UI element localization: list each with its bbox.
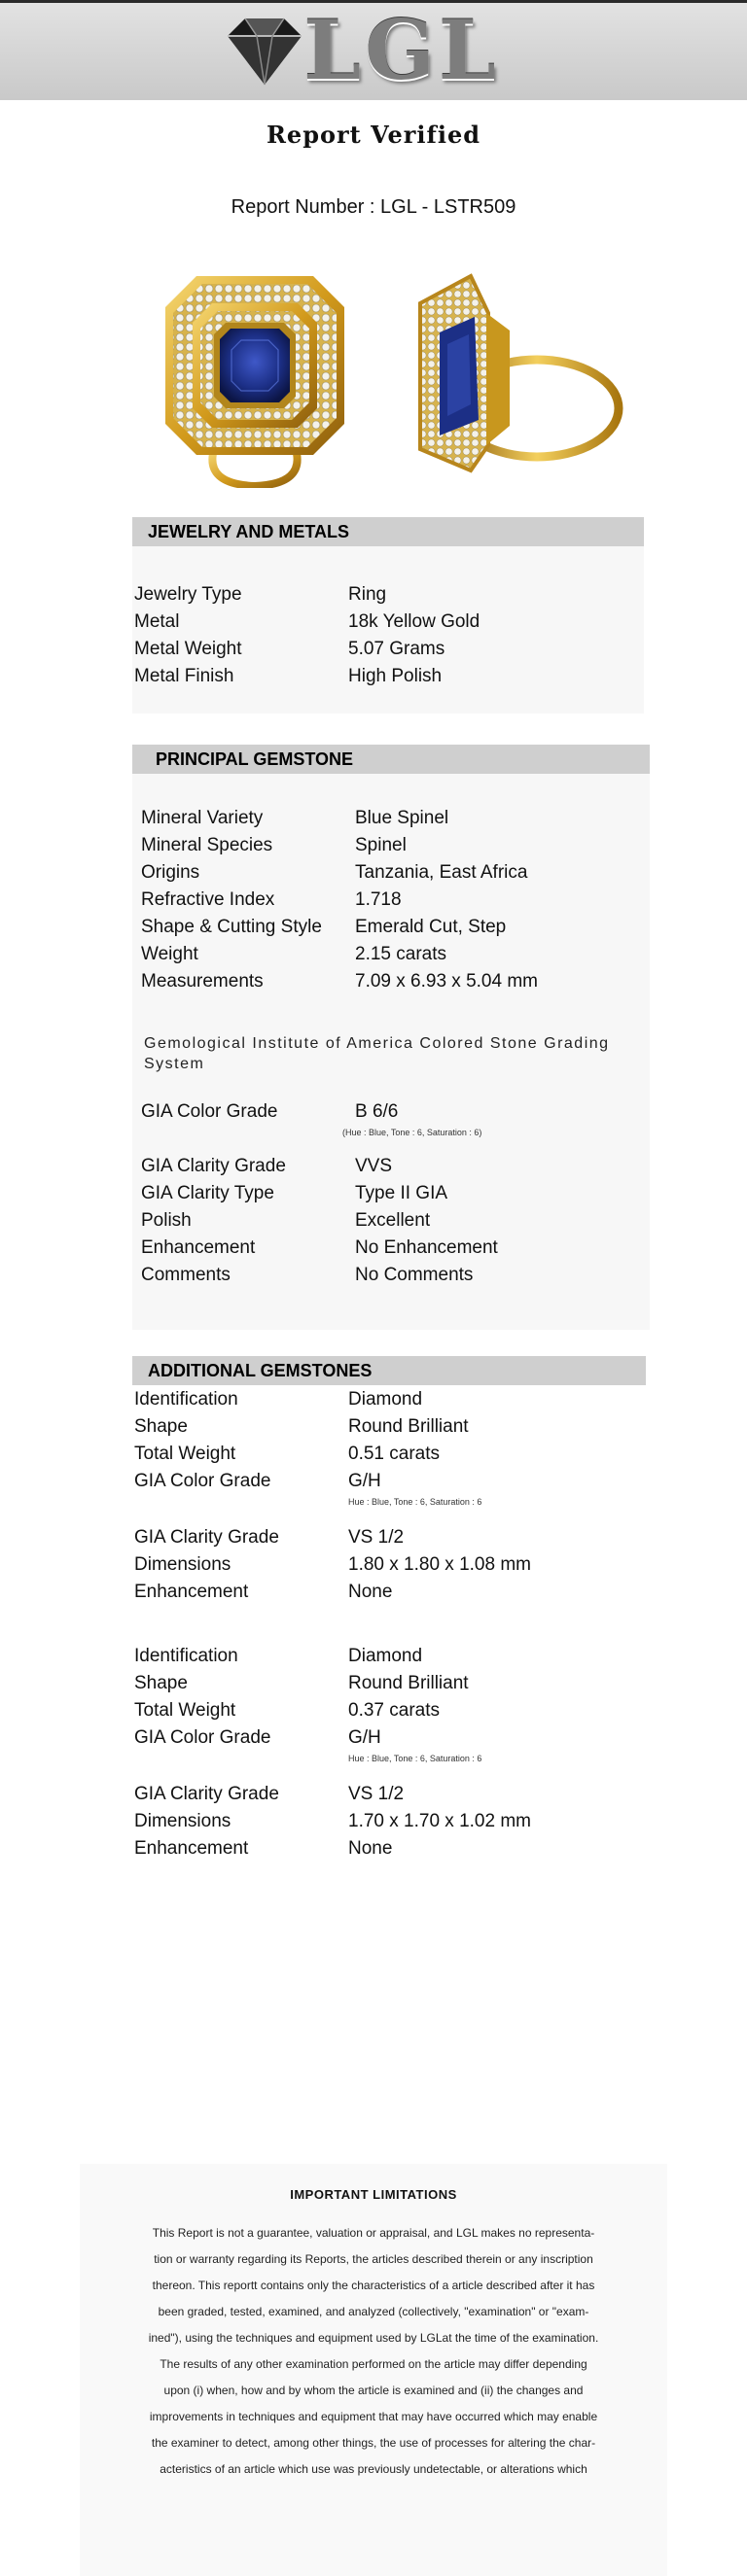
detail-label: Measurements — [141, 971, 264, 992]
section-header-principal: PRINCIPAL GEMSTONE — [132, 745, 650, 774]
detail-row — [134, 581, 480, 609]
detail-label: Shape & Cutting Style — [141, 917, 322, 937]
detail-label: Metal Finish — [134, 666, 234, 686]
detail-value: Emerald Cut, Step — [355, 917, 507, 937]
detail-label: Total Weight — [134, 1444, 236, 1464]
detail-row — [134, 663, 480, 690]
detail-row — [134, 1386, 469, 1413]
limitations-line: This Report is not a guarantee, valuation or appraisal, and LGL makes no representa- — [152, 2226, 595, 2240]
detail-value: 1.718 — [355, 889, 402, 910]
detail-label: GIA Color Grade — [141, 1101, 278, 1122]
ring-side-photo — [401, 255, 634, 488]
detail-label: Identification — [134, 1646, 238, 1666]
detail-row — [134, 1468, 469, 1495]
detail-label: GIA Color Grade — [134, 1727, 271, 1748]
detail-value: VS 1/2 — [348, 1784, 405, 1804]
detail-value: Excellent — [355, 1210, 431, 1231]
ring-front-photo — [146, 255, 364, 488]
detail-label: Jewelry Type — [134, 584, 242, 605]
detail-value: Spinel — [355, 835, 407, 855]
detail-label: Metal Weight — [134, 639, 242, 659]
detail-value: Round Brilliant — [348, 1673, 469, 1693]
brand-logo-text: LGL — [303, 2, 500, 98]
additional-stone-1 — [134, 1386, 469, 1495]
detail-row — [141, 1098, 398, 1126]
color-grade-note: (Hue : Blue, Tone : 6, Saturation : 6) — [342, 1128, 482, 1137]
limitations-line: thereon. This reportt contains only the characteristics of a article described after it has — [152, 2279, 595, 2292]
detail-row — [141, 859, 538, 887]
detail-row — [134, 1643, 469, 1670]
detail-label: Refractive Index — [141, 889, 275, 910]
detail-label: Enhancement — [141, 1237, 256, 1258]
page-title: Report Verified — [266, 121, 481, 149]
detail-row — [134, 1781, 531, 1808]
limitations-line: upon (i) when, how and by whom the article is examined and (ii) the changes and — [163, 2384, 584, 2397]
detail-row — [141, 1153, 498, 1180]
limitations-line: ined"), using the techniques and equipment used by LGLat the time of the examination. — [148, 2331, 599, 2345]
section-header-additional: ADDITIONAL GEMSTONES — [132, 1356, 646, 1385]
detail-value: G/H — [348, 1727, 381, 1748]
detail-value: Tanzania, East Africa — [355, 862, 528, 883]
detail-label: Mineral Variety — [141, 808, 264, 828]
detail-value: Round Brilliant — [348, 1416, 469, 1437]
detail-row — [134, 1724, 469, 1752]
detail-label: GIA Color Grade — [134, 1471, 271, 1491]
detail-row — [134, 1808, 531, 1835]
gia-system-heading: Gemological Institute of America Colored Stone Grading System — [144, 1035, 610, 1072]
detail-row — [134, 609, 480, 636]
detail-value: Blue Spinel — [355, 808, 449, 828]
detail-value: 1.70 x 1.70 x 1.02 mm — [348, 1811, 531, 1831]
detail-label: Total Weight — [134, 1700, 236, 1721]
additional-stone-1-details — [134, 1524, 531, 1606]
detail-value: Ring — [348, 584, 387, 605]
limitations-line: the examiner to detect, among other things, the use of processes for altering the char- — [151, 2436, 596, 2450]
detail-value: High Polish — [348, 666, 443, 686]
limitations-title: IMPORTANT LIMITATIONS — [290, 2187, 457, 2202]
detail-row — [141, 914, 538, 941]
detail-label: Identification — [134, 1389, 238, 1410]
detail-row — [141, 1207, 498, 1235]
principal-details — [141, 805, 538, 995]
detail-value: No Comments — [355, 1265, 474, 1285]
detail-label: Shape — [134, 1673, 188, 1693]
additional-stone-2-details — [134, 1781, 531, 1862]
detail-value: 5.07 Grams — [348, 639, 445, 659]
header-banner — [0, 3, 747, 100]
limitations-line: acteristics of an article which use was previously undetectable, or alterations which — [160, 2462, 587, 2476]
detail-value: 0.51 carats — [348, 1444, 440, 1464]
detail-row — [134, 1835, 531, 1862]
report-number: Report Number : LGL - LSTR509 — [231, 196, 516, 218]
additional-stone-2 — [134, 1643, 469, 1752]
limitations-line: improvements in techniques and equipment that may have occurred which may enable — [149, 2410, 598, 2423]
detail-label: Dimensions — [134, 1554, 231, 1575]
detail-row — [134, 1579, 531, 1606]
limitations-line: tion or warranty regarding its Reports, the articles described therein or any inscription — [154, 2252, 593, 2266]
detail-value: 2.15 carats — [355, 944, 446, 964]
limitations-text — [101, 2220, 646, 2483]
detail-value: 7.09 x 6.93 x 5.04 mm — [355, 971, 538, 992]
detail-label: GIA Clarity Grade — [134, 1784, 279, 1804]
detail-label: Comments — [141, 1265, 231, 1285]
detail-value: None — [348, 1838, 393, 1859]
detail-label: Origins — [141, 862, 200, 883]
limitations-line: The results of any other examination performed on the article may differ depending — [160, 2357, 587, 2371]
detail-label: Metal — [134, 611, 180, 632]
section-header-jewelry: JEWELRY AND METALS — [132, 517, 644, 546]
detail-value: Diamond — [348, 1389, 423, 1410]
detail-value: Diamond — [348, 1646, 423, 1666]
principal-details-2 — [141, 1153, 498, 1289]
detail-label: Mineral Species — [141, 835, 273, 855]
detail-label: Dimensions — [134, 1811, 231, 1831]
detail-row — [134, 1697, 469, 1724]
detail-row — [134, 636, 480, 663]
detail-value: B 6/6 — [355, 1101, 399, 1122]
detail-row — [141, 1235, 498, 1262]
detail-value: VS 1/2 — [348, 1527, 405, 1548]
color-grade-note: Hue : Blue, Tone : 6, Saturation : 6 — [348, 1497, 482, 1507]
detail-row — [141, 887, 538, 914]
detail-label: Enhancement — [134, 1838, 249, 1859]
gia-color-grade — [141, 1098, 398, 1126]
detail-row — [141, 805, 538, 832]
detail-value: 0.37 carats — [348, 1700, 440, 1721]
detail-value: 1.80 x 1.80 x 1.08 mm — [348, 1554, 531, 1575]
detail-label: GIA Clarity Grade — [134, 1527, 279, 1548]
detail-row — [134, 1441, 469, 1468]
detail-value: VVS — [355, 1156, 393, 1176]
detail-row — [141, 968, 538, 995]
limitations-line: been graded, tested, examined, and analyzed (collectively, "examination" or "exam- — [158, 2305, 589, 2318]
detail-label: Enhancement — [134, 1582, 249, 1602]
detail-value: No Enhancement — [355, 1237, 498, 1258]
detail-row — [141, 1262, 498, 1289]
detail-label: Shape — [134, 1416, 188, 1437]
detail-value: None — [348, 1582, 393, 1602]
detail-row — [134, 1413, 469, 1441]
detail-row — [134, 1670, 469, 1697]
jewelry-details — [134, 581, 480, 690]
diamond-logo-icon — [226, 15, 303, 88]
detail-row — [134, 1524, 531, 1551]
detail-label: GIA Clarity Type — [141, 1183, 274, 1203]
detail-row — [141, 941, 538, 968]
detail-row — [141, 832, 538, 859]
detail-row — [141, 1180, 498, 1207]
detail-label: Weight — [141, 944, 198, 964]
detail-label: GIA Clarity Grade — [141, 1156, 286, 1176]
detail-row — [134, 1551, 531, 1579]
detail-label: Polish — [141, 1210, 192, 1231]
detail-value: Type II GIA — [355, 1183, 448, 1203]
detail-value: G/H — [348, 1471, 381, 1491]
color-grade-note: Hue : Blue, Tone : 6, Saturation : 6 — [348, 1754, 482, 1763]
detail-value: 18k Yellow Gold — [348, 611, 480, 632]
